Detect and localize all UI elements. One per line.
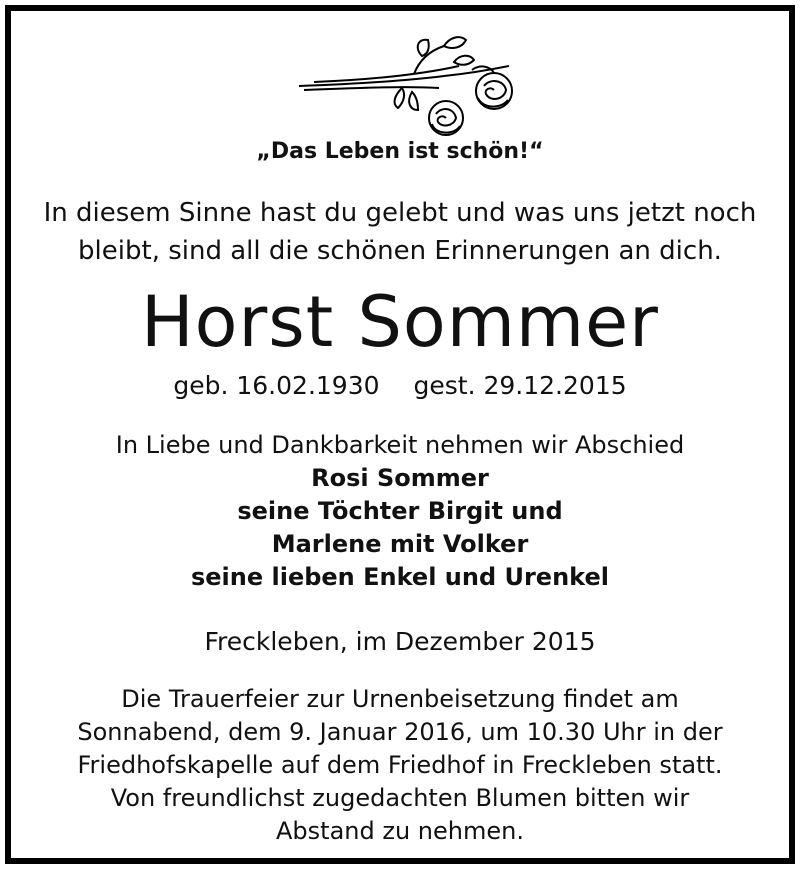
deceased-name: Horst Sommer [141, 281, 659, 363]
service-line: Friedhofskapelle auf dem Friedhof in Freckleben statt. [77, 751, 723, 779]
service-line: Abstand zu nehmen. [276, 817, 524, 845]
birth-date: geb. 16.02.1930 [173, 371, 380, 400]
quote: „Das Leben ist schön!“ [256, 139, 544, 164]
roses-illustration [294, 26, 524, 138]
intro-line: In diesem Sinne hast du gelebt und was uns jetzt noch [43, 198, 757, 228]
mourner: Marlene mit Volker [271, 530, 529, 558]
service-line: Sonnabend, dem 9. Januar 2016, um 10.30 Uhr in der [77, 718, 723, 746]
intro-line: bleibt, sind all die schönen Erinnerungen an dich. [78, 236, 722, 266]
farewell-block [11, 429, 789, 594]
mourner: Rosi Sommer [311, 464, 489, 492]
life-dates [11, 371, 789, 400]
mourner: seine lieben Enkel und Urenkel [190, 563, 609, 591]
place-date: Freckleben, im Dezember 2015 [204, 627, 596, 656]
intro-text [11, 194, 789, 270]
service-line: Die Trauerfeier zur Urnenbeisetzung findet am [121, 685, 679, 713]
death-date: gest. 29.12.2015 [413, 371, 627, 400]
obituary-card [5, 5, 795, 864]
farewell-line: In Liebe und Dankbarkeit nehmen wir Abschied [115, 431, 685, 459]
service-info [11, 683, 789, 848]
service-line: Von freundlichst zugedachten Blumen bitten wir [110, 784, 690, 812]
mourner: seine Töchter Birgit und [237, 497, 563, 525]
